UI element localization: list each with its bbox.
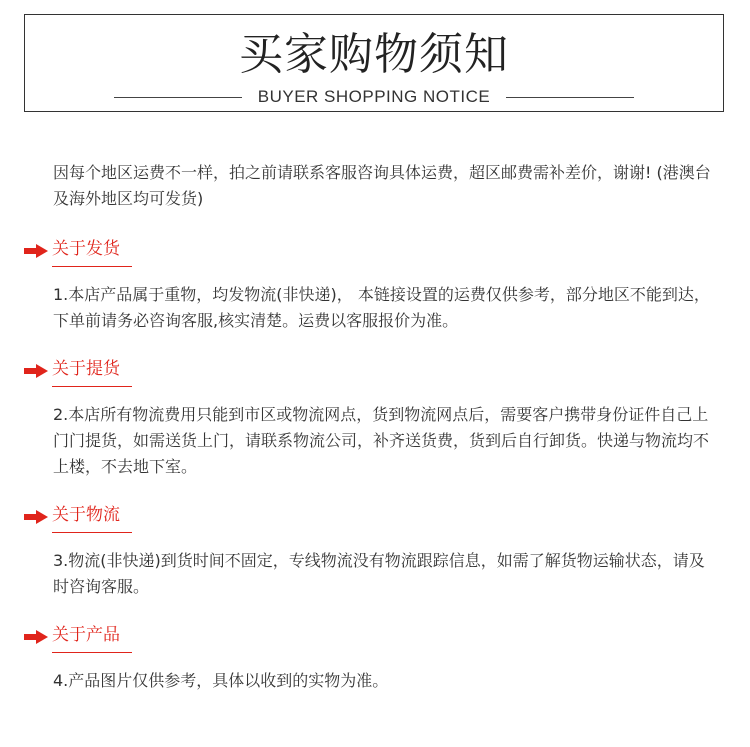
arrow-right-icon: [24, 244, 48, 258]
section-heading-text: 关于物流: [52, 502, 132, 533]
section-product: [24, 624, 724, 694]
section-heading: [24, 624, 724, 650]
section-shipping: [24, 238, 724, 334]
right-divider: [506, 97, 634, 98]
arrow-right-icon: [24, 510, 48, 524]
section-logistics: [24, 504, 724, 600]
subtitle-row: [25, 87, 723, 107]
arrow-right-icon: [24, 630, 48, 644]
notice-content: [24, 160, 724, 718]
section-heading-text: 关于产品: [52, 622, 132, 653]
section-heading: [24, 238, 724, 264]
section-heading-text: 关于发货: [52, 236, 132, 267]
arrow-right-icon: [24, 364, 48, 378]
section-body: 1.本店产品属于重物，均发物流(非快递)， 本链接设置的运费仅供参考，部分地区不能到达，下单前请务必咨询客服,核实清楚。运费以客服报价为准。: [53, 285, 710, 330]
header-box: [24, 14, 724, 112]
section-heading-text: 关于提货: [52, 356, 132, 387]
section-body: 4.产品图片仅供参考，具体以收到的实物为准。: [53, 671, 389, 690]
page-subtitle: BUYER SHOPPING NOTICE: [257, 87, 491, 106]
section-body: 3.物流(非快递)到货时间不固定，专线物流没有物流跟踪信息，如需了解货物运输状态，请及时咨询客服。: [53, 551, 705, 596]
page-title: 买家购物须知: [239, 29, 509, 80]
left-divider: [114, 97, 242, 98]
section-heading: [24, 504, 724, 530]
intro-paragraph: 因每个地区运费不一样，拍之前请联系客服咨询具体运费，超区邮费需补差价，谢谢! (港澳台 及海外地区均可发货): [53, 163, 711, 208]
section-heading: [24, 358, 724, 384]
section-pickup: [24, 358, 724, 480]
section-body: 2.本店所有物流费用只能到市区或物流网点，货到物流网点后，需要客户携带身份证件自己上门门提货，如需送货上门，请联系物流公司，补齐送货费，货到后自行卸货。快递与物流均不上楼，不去地下室。: [53, 405, 710, 476]
